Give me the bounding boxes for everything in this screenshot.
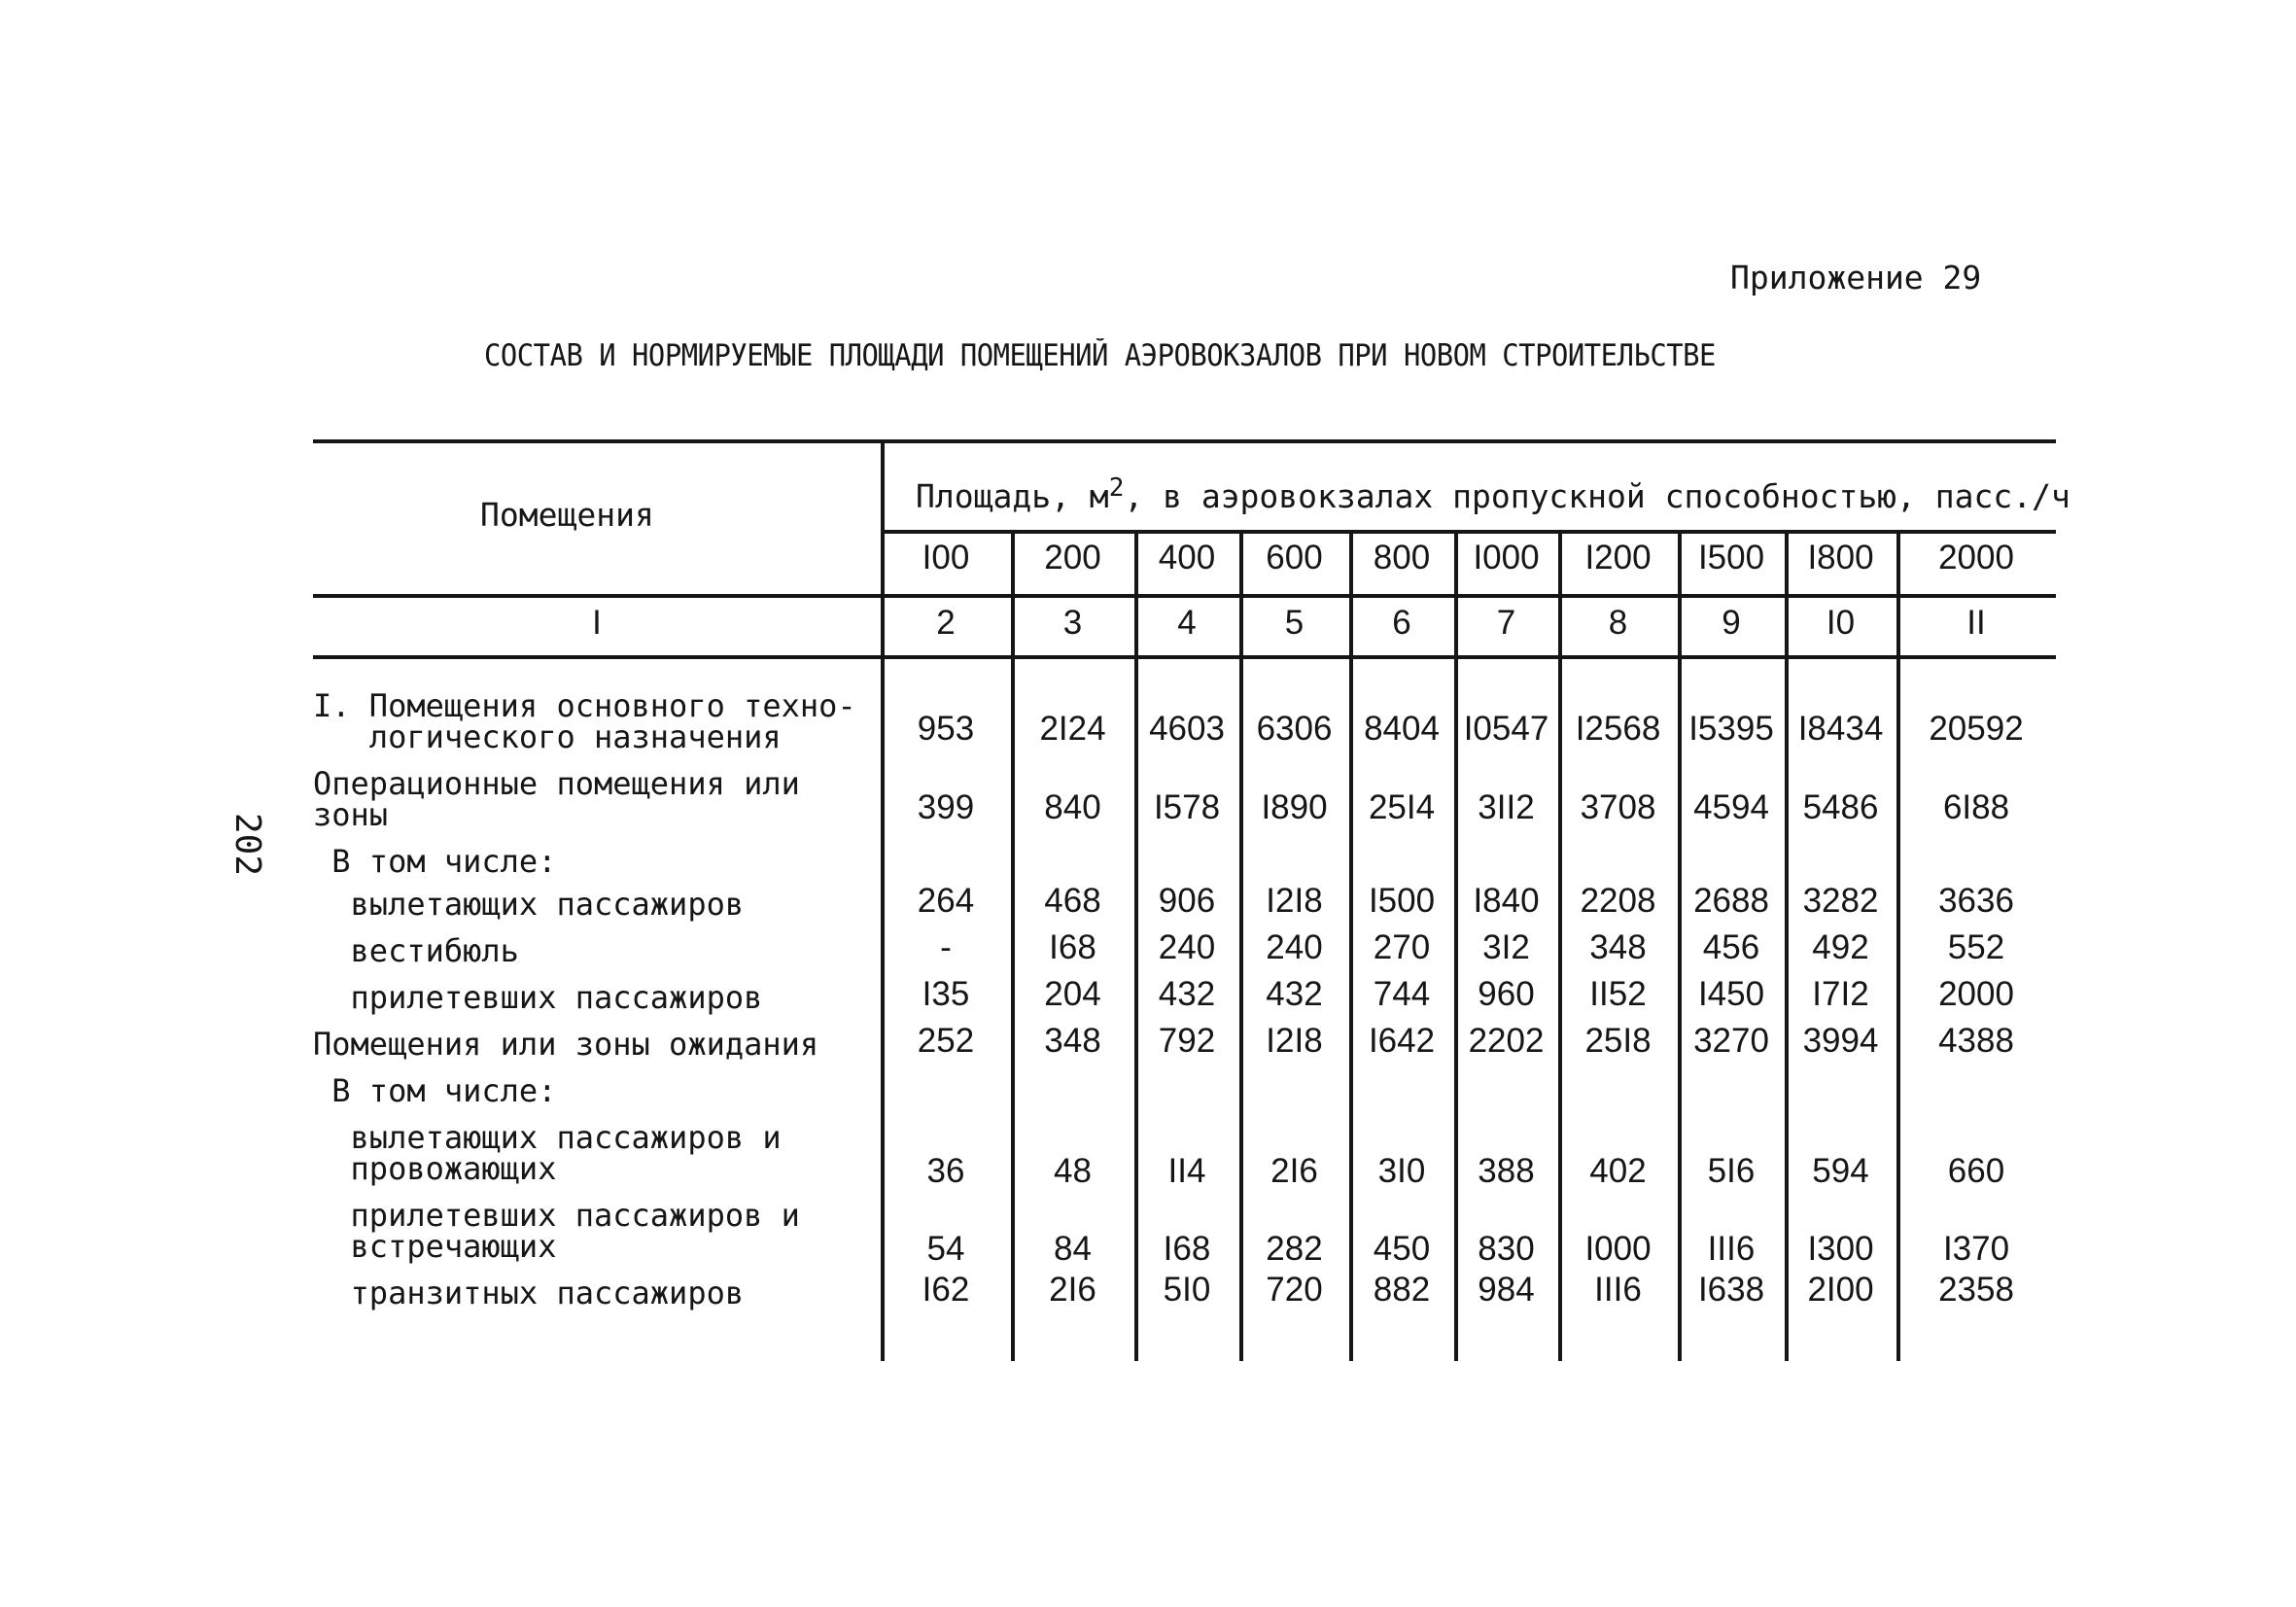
table-cell: 20592	[1929, 710, 2024, 748]
table-cell: 8404	[1364, 710, 1440, 748]
table-cell: III6	[1594, 1271, 1642, 1309]
table-cell: 2I24	[1039, 710, 1106, 748]
capacity-header: 400	[1158, 539, 1216, 576]
table-cell: 5I6	[1707, 1152, 1756, 1190]
area-header-text: Площадь, м	[916, 477, 1109, 515]
capacity-header: I00	[922, 539, 970, 576]
row-label: прилетевших пассажиров	[313, 979, 763, 1016]
table-cell: 882	[1373, 1271, 1431, 1309]
row-label: В том числе:	[313, 843, 557, 880]
table-cell: I890	[1261, 788, 1328, 826]
table-cell: I840	[1473, 882, 1540, 920]
table-cell: I7I2	[1812, 975, 1869, 1013]
table-cell: 6306	[1256, 710, 1333, 748]
column-number: 4	[1177, 604, 1197, 642]
table-cell: 25I4	[1368, 788, 1436, 826]
table-cell: II4	[1167, 1152, 1206, 1190]
table-cell: 744	[1373, 975, 1431, 1013]
capacity-header: I000	[1473, 539, 1540, 576]
table-cell: 720	[1266, 1271, 1323, 1309]
table-cell: I62	[922, 1271, 970, 1309]
column-number-rule	[313, 655, 2056, 659]
row-label: прилетевших пассажиров и встречающих	[350, 1197, 800, 1265]
row-label: вылетающих пассажиров и провожающих	[350, 1119, 782, 1187]
table-cell: I68	[1163, 1230, 1211, 1268]
table-cell: 792	[1158, 1022, 1216, 1060]
table-cell: 270	[1373, 928, 1431, 966]
table-cell: 5486	[1802, 788, 1879, 826]
row-label: В том числе:	[313, 1072, 557, 1109]
area-header-text-rest: , в аэровокзалах пропускной способностью, пасс./ч	[1124, 477, 2070, 515]
row-label: Операционные помещения или зоны	[313, 765, 800, 833]
table-cell: 552	[1947, 928, 2005, 966]
table-cell: 450	[1373, 1230, 1431, 1268]
rooms-column-header: Помещения	[480, 496, 654, 534]
appendix-label: Приложение 29	[1730, 259, 1982, 297]
table-cell: 3282	[1802, 882, 1879, 920]
table-cell: I500	[1368, 882, 1436, 920]
table-cell: 348	[1044, 1022, 1101, 1060]
table-cell: 960	[1478, 975, 1535, 1013]
table-cell: 906	[1158, 882, 1216, 920]
table-cell: 830	[1478, 1230, 1535, 1268]
table-cell: 840	[1044, 788, 1101, 826]
area-column-header	[916, 472, 2070, 515]
table-cell: 6I88	[1942, 788, 2010, 826]
column-number: I	[592, 604, 602, 642]
document-title: СОСТАВ И НОРМИРУЕМЫЕ ПЛОЩАДИ ПОМЕЩЕНИЙ АЭРОВОКЗАЛОВ ПРИ НОВОМ СТРОИТЕЛЬСТВЕ	[484, 338, 1716, 373]
table-cell: 3636	[1938, 882, 2014, 920]
table-cell: 240	[1158, 928, 1216, 966]
table-cell: I450	[1697, 975, 1765, 1013]
table-cell: 492	[1812, 928, 1869, 966]
row-label: вестибюль	[313, 932, 519, 969]
table-cell: 660	[1947, 1152, 2005, 1190]
column-number: 6	[1392, 604, 1411, 642]
capacity-header: I200	[1584, 539, 1652, 576]
norms-table	[313, 439, 2070, 1361]
table-cell: I000	[1584, 1230, 1652, 1268]
table-cell: 2I6	[1049, 1271, 1096, 1309]
table-cell: I8434	[1797, 710, 1884, 748]
table-cell: 2208	[1580, 882, 1656, 920]
table-cell: 240	[1266, 928, 1323, 966]
capacity-header: 800	[1373, 539, 1431, 576]
column-number: 5	[1284, 604, 1305, 642]
table-cell: 399	[917, 788, 975, 826]
table-cell: 204	[1044, 975, 1101, 1013]
table-cell: 36	[926, 1152, 965, 1190]
table-cell: I300	[1807, 1230, 1874, 1268]
table-cell: 5I0	[1163, 1271, 1211, 1309]
row-label: Помещения или зоны ожидания	[313, 1026, 819, 1063]
table-cell: I370	[1942, 1230, 2010, 1268]
column-number: 7	[1496, 604, 1516, 642]
table-cell: 3708	[1580, 788, 1656, 826]
table-cell: 348	[1589, 928, 1647, 966]
table-cell: 3I0	[1377, 1152, 1426, 1190]
column-number: 8	[1608, 604, 1628, 642]
table-cell: 953	[917, 710, 975, 748]
row-label: I. Помещения основного техно- логического назначения	[313, 687, 856, 755]
table-cell: 468	[1044, 882, 1101, 920]
capacity-header: 2000	[1938, 539, 2014, 576]
capacity-header: I800	[1807, 539, 1874, 576]
table-cell: 3270	[1693, 1022, 1769, 1060]
table-cell: 456	[1702, 928, 1760, 966]
table-cell: 2I6	[1270, 1152, 1318, 1190]
table-cell: 54	[926, 1230, 965, 1268]
table-cell: 282	[1266, 1230, 1323, 1268]
table-cell: 3I2	[1482, 928, 1530, 966]
table-cell: 2688	[1693, 882, 1769, 920]
column-number: I0	[1826, 604, 1856, 642]
table-cell: 84	[1054, 1230, 1092, 1268]
table-cell: I68	[1049, 928, 1096, 966]
capacity-header: 200	[1044, 539, 1101, 576]
table-cell: 2000	[1938, 975, 2014, 1013]
table-cell: II52	[1589, 975, 1647, 1013]
table-cell: 402	[1589, 1152, 1647, 1190]
table-cell: 594	[1812, 1152, 1869, 1190]
table-cell: 2I00	[1807, 1271, 1874, 1309]
table-cell: 252	[917, 1022, 975, 1060]
table-cell: I5395	[1688, 710, 1774, 748]
table-cell: 25I8	[1584, 1022, 1652, 1060]
table-cell: I2I8	[1266, 882, 1323, 920]
row-label: вылетающих пассажиров	[313, 886, 745, 923]
area-header-superscript: 2	[1108, 473, 1125, 503]
table-cell: 432	[1266, 975, 1323, 1013]
table-cell: I2I8	[1266, 1022, 1323, 1060]
table-cell: I35	[922, 975, 970, 1013]
table-cell: 3994	[1802, 1022, 1879, 1060]
column-number: 3	[1062, 604, 1083, 642]
table-cell: 388	[1478, 1152, 1535, 1190]
table-cell: 984	[1478, 1271, 1535, 1309]
capacity-header: 600	[1266, 539, 1323, 576]
table-cell: 4594	[1693, 788, 1769, 826]
table-cell: 2202	[1468, 1022, 1545, 1060]
table-top-rule	[313, 439, 2056, 443]
table-cell: 48	[1054, 1152, 1092, 1190]
table-cell: 4388	[1938, 1022, 2014, 1060]
page-number: 202	[227, 812, 268, 877]
capacity-header: I500	[1697, 539, 1765, 576]
table-cell: I642	[1368, 1022, 1436, 1060]
column-number: 2	[936, 604, 956, 642]
table-cell: I638	[1697, 1271, 1765, 1309]
table-cell: I2568	[1575, 710, 1661, 748]
table-cell: 432	[1158, 975, 1216, 1013]
row-label: транзитных пассажиров	[313, 1275, 745, 1311]
area-header-rule	[881, 530, 2056, 534]
table-cell: 264	[917, 882, 975, 920]
table-cell: 4603	[1149, 710, 1225, 748]
table-cell: III6	[1707, 1230, 1756, 1268]
table-cell: -	[940, 928, 952, 966]
table-cell: 3II2	[1478, 788, 1535, 826]
table-cell: 2358	[1938, 1271, 2014, 1309]
column-number: 9	[1722, 604, 1741, 642]
capacity-row-rule	[313, 594, 2056, 598]
table-cell: I0547	[1463, 710, 1549, 748]
column-number: II	[1966, 604, 1986, 642]
table-cell: I578	[1153, 788, 1221, 826]
